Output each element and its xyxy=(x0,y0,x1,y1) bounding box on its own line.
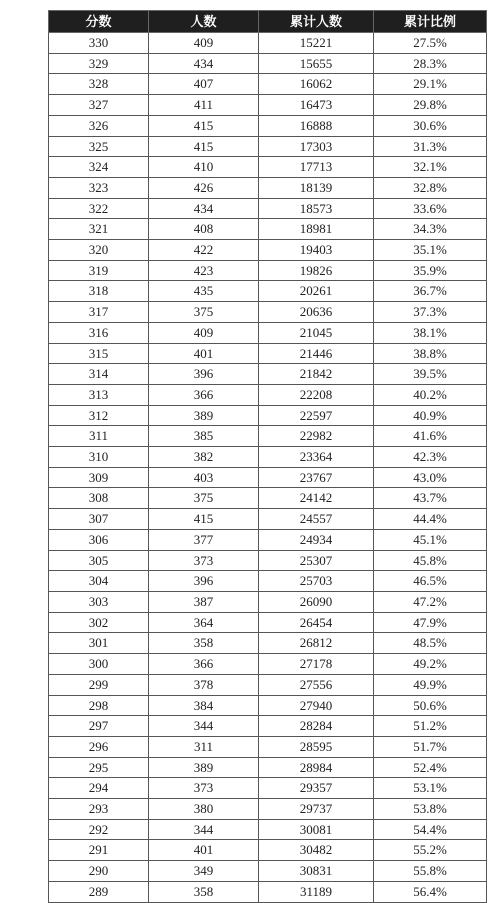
cell-cumulative-count: 29737 xyxy=(259,799,374,820)
cell-cumulative-ratio: 47.2% xyxy=(374,591,487,612)
cell-cumulative-ratio: 35.1% xyxy=(374,240,487,261)
table-row xyxy=(49,322,487,343)
header-count: 人数 xyxy=(149,11,259,33)
cell-count: 396 xyxy=(149,364,259,385)
cell-score: 293 xyxy=(49,799,149,820)
table-row xyxy=(49,529,487,550)
table-row xyxy=(49,177,487,198)
cell-count: 382 xyxy=(149,447,259,468)
cell-score: 319 xyxy=(49,260,149,281)
table-row xyxy=(49,488,487,509)
cell-score: 303 xyxy=(49,591,149,612)
cell-cumulative-count: 28284 xyxy=(259,716,374,737)
cell-cumulative-count: 29357 xyxy=(259,778,374,799)
cell-count: 415 xyxy=(149,136,259,157)
cell-cumulative-ratio: 49.2% xyxy=(374,654,487,675)
table-row xyxy=(49,343,487,364)
cell-cumulative-ratio: 40.2% xyxy=(374,384,487,405)
cell-count: 426 xyxy=(149,177,259,198)
cell-cumulative-ratio: 44.4% xyxy=(374,509,487,530)
cell-score: 299 xyxy=(49,674,149,695)
cell-cumulative-ratio: 54.4% xyxy=(374,819,487,840)
cell-cumulative-ratio: 52.4% xyxy=(374,757,487,778)
cell-score: 330 xyxy=(49,33,149,54)
cell-count: 403 xyxy=(149,467,259,488)
table-body xyxy=(49,33,487,903)
cell-cumulative-ratio: 51.2% xyxy=(374,716,487,737)
cell-count: 415 xyxy=(149,509,259,530)
cell-cumulative-ratio: 30.6% xyxy=(374,115,487,136)
cell-cumulative-ratio: 38.8% xyxy=(374,343,487,364)
cell-score: 292 xyxy=(49,819,149,840)
cell-score: 290 xyxy=(49,861,149,882)
cell-count: 409 xyxy=(149,322,259,343)
table-row xyxy=(49,157,487,178)
cell-cumulative-count: 22982 xyxy=(259,426,374,447)
cell-cumulative-ratio: 53.8% xyxy=(374,799,487,820)
cell-score: 311 xyxy=(49,426,149,447)
cell-cumulative-ratio: 49.9% xyxy=(374,674,487,695)
cell-cumulative-count: 16888 xyxy=(259,115,374,136)
cell-score: 314 xyxy=(49,364,149,385)
cell-score: 307 xyxy=(49,509,149,530)
cell-count: 389 xyxy=(149,757,259,778)
table-row xyxy=(49,447,487,468)
table-row xyxy=(49,426,487,447)
cell-score: 310 xyxy=(49,447,149,468)
cell-cumulative-count: 25703 xyxy=(259,571,374,592)
cell-cumulative-ratio: 50.6% xyxy=(374,695,487,716)
cell-count: 434 xyxy=(149,53,259,74)
cell-count: 344 xyxy=(149,819,259,840)
cell-cumulative-count: 23767 xyxy=(259,467,374,488)
cell-cumulative-count: 31189 xyxy=(259,881,374,902)
cell-score: 301 xyxy=(49,633,149,654)
cell-score: 294 xyxy=(49,778,149,799)
cell-cumulative-count: 21446 xyxy=(259,343,374,364)
cell-cumulative-count: 25307 xyxy=(259,550,374,571)
cell-count: 422 xyxy=(149,240,259,261)
table-row xyxy=(49,384,487,405)
cell-cumulative-ratio: 40.9% xyxy=(374,405,487,426)
cell-count: 435 xyxy=(149,281,259,302)
cell-score: 322 xyxy=(49,198,149,219)
cell-score: 318 xyxy=(49,281,149,302)
table-row xyxy=(49,219,487,240)
table-row xyxy=(49,509,487,530)
cell-cumulative-ratio: 48.5% xyxy=(374,633,487,654)
table-row xyxy=(49,281,487,302)
table-row xyxy=(49,861,487,882)
cell-cumulative-count: 27556 xyxy=(259,674,374,695)
cell-score: 323 xyxy=(49,177,149,198)
cell-cumulative-count: 30831 xyxy=(259,861,374,882)
cell-score: 313 xyxy=(49,384,149,405)
table-row xyxy=(49,881,487,902)
table-row xyxy=(49,591,487,612)
cell-score: 324 xyxy=(49,157,149,178)
table-row xyxy=(49,799,487,820)
table-row xyxy=(49,736,487,757)
cell-cumulative-ratio: 55.8% xyxy=(374,861,487,882)
cell-cumulative-count: 28984 xyxy=(259,757,374,778)
cell-cumulative-count: 22208 xyxy=(259,384,374,405)
cell-cumulative-count: 16062 xyxy=(259,74,374,95)
cell-cumulative-ratio: 41.6% xyxy=(374,426,487,447)
cell-cumulative-count: 27178 xyxy=(259,654,374,675)
cell-cumulative-ratio: 47.9% xyxy=(374,612,487,633)
cell-cumulative-ratio: 39.5% xyxy=(374,364,487,385)
cell-count: 409 xyxy=(149,33,259,54)
cell-cumulative-ratio: 29.8% xyxy=(374,95,487,116)
cell-cumulative-count: 19403 xyxy=(259,240,374,261)
cell-score: 305 xyxy=(49,550,149,571)
cell-count: 378 xyxy=(149,674,259,695)
cell-score: 300 xyxy=(49,654,149,675)
cell-count: 384 xyxy=(149,695,259,716)
cell-cumulative-count: 26812 xyxy=(259,633,374,654)
table-row xyxy=(49,364,487,385)
cell-score: 297 xyxy=(49,716,149,737)
cell-cumulative-count: 24934 xyxy=(259,529,374,550)
cell-cumulative-ratio: 51.7% xyxy=(374,736,487,757)
cell-score: 295 xyxy=(49,757,149,778)
cell-cumulative-ratio: 27.5% xyxy=(374,33,487,54)
cell-cumulative-count: 30081 xyxy=(259,819,374,840)
table-row xyxy=(49,840,487,861)
cell-count: 415 xyxy=(149,115,259,136)
cell-score: 302 xyxy=(49,612,149,633)
cell-cumulative-ratio: 45.8% xyxy=(374,550,487,571)
cell-cumulative-count: 15221 xyxy=(259,33,374,54)
cell-cumulative-count: 30482 xyxy=(259,840,374,861)
cell-score: 308 xyxy=(49,488,149,509)
header-row xyxy=(49,11,487,33)
cell-cumulative-count: 20636 xyxy=(259,302,374,323)
cell-count: 410 xyxy=(149,157,259,178)
cell-score: 315 xyxy=(49,343,149,364)
header-score: 分数 xyxy=(49,11,149,33)
cell-count: 344 xyxy=(149,716,259,737)
cell-score: 296 xyxy=(49,736,149,757)
table-row xyxy=(49,74,487,95)
cell-cumulative-ratio: 37.3% xyxy=(374,302,487,323)
cell-count: 380 xyxy=(149,799,259,820)
table-row xyxy=(49,819,487,840)
table-row xyxy=(49,115,487,136)
cell-score: 304 xyxy=(49,571,149,592)
cell-count: 358 xyxy=(149,633,259,654)
cell-score: 320 xyxy=(49,240,149,261)
cell-cumulative-ratio: 42.3% xyxy=(374,447,487,468)
cell-count: 375 xyxy=(149,488,259,509)
cell-cumulative-count: 19826 xyxy=(259,260,374,281)
table-row xyxy=(49,612,487,633)
cell-cumulative-ratio: 43.0% xyxy=(374,467,487,488)
cell-score: 289 xyxy=(49,881,149,902)
cell-count: 401 xyxy=(149,343,259,364)
table-row xyxy=(49,302,487,323)
cell-cumulative-ratio: 56.4% xyxy=(374,881,487,902)
cell-count: 389 xyxy=(149,405,259,426)
cell-count: 358 xyxy=(149,881,259,902)
cell-cumulative-ratio: 53.1% xyxy=(374,778,487,799)
score-distribution-table xyxy=(48,10,487,903)
cell-cumulative-ratio: 32.1% xyxy=(374,157,487,178)
table-row xyxy=(49,654,487,675)
cell-count: 366 xyxy=(149,654,259,675)
header-cumulative-ratio: 累计比例 xyxy=(374,11,487,33)
cell-count: 407 xyxy=(149,74,259,95)
table-row xyxy=(49,757,487,778)
cell-count: 375 xyxy=(149,302,259,323)
cell-cumulative-ratio: 36.7% xyxy=(374,281,487,302)
cell-cumulative-ratio: 43.7% xyxy=(374,488,487,509)
cell-cumulative-ratio: 31.3% xyxy=(374,136,487,157)
cell-cumulative-count: 24142 xyxy=(259,488,374,509)
cell-score: 312 xyxy=(49,405,149,426)
table-header xyxy=(49,11,487,33)
cell-score: 309 xyxy=(49,467,149,488)
cell-count: 423 xyxy=(149,260,259,281)
cell-cumulative-count: 17713 xyxy=(259,157,374,178)
cell-cumulative-ratio: 35.9% xyxy=(374,260,487,281)
cell-score: 325 xyxy=(49,136,149,157)
cell-count: 349 xyxy=(149,861,259,882)
cell-cumulative-ratio: 55.2% xyxy=(374,840,487,861)
cell-cumulative-ratio: 34.3% xyxy=(374,219,487,240)
cell-cumulative-count: 18573 xyxy=(259,198,374,219)
cell-count: 311 xyxy=(149,736,259,757)
cell-count: 373 xyxy=(149,550,259,571)
cell-score: 291 xyxy=(49,840,149,861)
cell-count: 434 xyxy=(149,198,259,219)
cell-cumulative-count: 26090 xyxy=(259,591,374,612)
cell-cumulative-ratio: 29.1% xyxy=(374,74,487,95)
table-row xyxy=(49,716,487,737)
cell-cumulative-count: 15655 xyxy=(259,53,374,74)
table-row xyxy=(49,405,487,426)
table-row xyxy=(49,550,487,571)
cell-cumulative-count: 27940 xyxy=(259,695,374,716)
table-row xyxy=(49,778,487,799)
cell-cumulative-count: 23364 xyxy=(259,447,374,468)
cell-score: 317 xyxy=(49,302,149,323)
cell-count: 401 xyxy=(149,840,259,861)
cell-score: 316 xyxy=(49,322,149,343)
cell-score: 298 xyxy=(49,695,149,716)
cell-score: 321 xyxy=(49,219,149,240)
table-row xyxy=(49,695,487,716)
header-cumulative-count: 累计人数 xyxy=(259,11,374,33)
table-row xyxy=(49,95,487,116)
cell-cumulative-count: 21045 xyxy=(259,322,374,343)
table-row xyxy=(49,633,487,654)
cell-count: 377 xyxy=(149,529,259,550)
cell-cumulative-count: 26454 xyxy=(259,612,374,633)
cell-cumulative-count: 22597 xyxy=(259,405,374,426)
cell-cumulative-count: 16473 xyxy=(259,95,374,116)
cell-cumulative-count: 24557 xyxy=(259,509,374,530)
cell-count: 373 xyxy=(149,778,259,799)
cell-count: 396 xyxy=(149,571,259,592)
table-row xyxy=(49,198,487,219)
cell-score: 329 xyxy=(49,53,149,74)
table-row xyxy=(49,136,487,157)
cell-count: 385 xyxy=(149,426,259,447)
cell-score: 326 xyxy=(49,115,149,136)
table-row xyxy=(49,53,487,74)
table-row xyxy=(49,674,487,695)
cell-count: 387 xyxy=(149,591,259,612)
table-row xyxy=(49,571,487,592)
cell-count: 408 xyxy=(149,219,259,240)
cell-score: 328 xyxy=(49,74,149,95)
cell-cumulative-ratio: 32.8% xyxy=(374,177,487,198)
cell-cumulative-ratio: 45.1% xyxy=(374,529,487,550)
cell-cumulative-ratio: 46.5% xyxy=(374,571,487,592)
cell-cumulative-ratio: 28.3% xyxy=(374,53,487,74)
cell-cumulative-count: 18139 xyxy=(259,177,374,198)
cell-score: 306 xyxy=(49,529,149,550)
cell-cumulative-count: 28595 xyxy=(259,736,374,757)
cell-cumulative-count: 18981 xyxy=(259,219,374,240)
cell-cumulative-count: 21842 xyxy=(259,364,374,385)
cell-cumulative-count: 17303 xyxy=(259,136,374,157)
cell-cumulative-ratio: 38.1% xyxy=(374,322,487,343)
cell-count: 364 xyxy=(149,612,259,633)
cell-cumulative-ratio: 33.6% xyxy=(374,198,487,219)
table-row xyxy=(49,260,487,281)
cell-cumulative-count: 20261 xyxy=(259,281,374,302)
table-row xyxy=(49,467,487,488)
cell-score: 327 xyxy=(49,95,149,116)
table-row xyxy=(49,240,487,261)
cell-count: 411 xyxy=(149,95,259,116)
cell-count: 366 xyxy=(149,384,259,405)
table-row xyxy=(49,33,487,54)
